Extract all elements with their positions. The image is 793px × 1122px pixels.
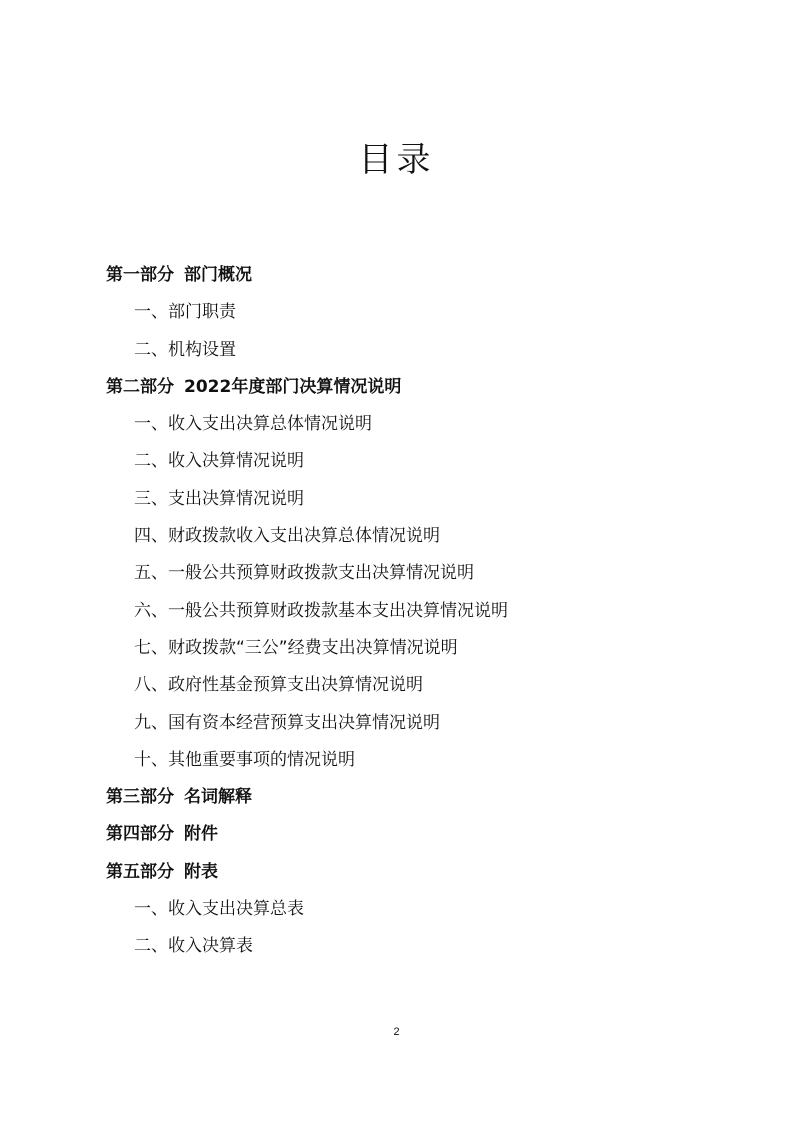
toc-item[interactable]: 七、财政拨款“三公”经费支出决算情况说明 [134,637,458,658]
toc-part-4[interactable] [0,816,793,853]
toc-item[interactable]: 八、政府性基金预算支出决算情况说明 [134,675,423,696]
page-number: 2 [393,1026,400,1038]
toc-item[interactable]: 二、机构设置 [134,339,236,360]
toc-item[interactable]: 二、收入决算表 [134,936,253,957]
toc-part-1[interactable] [0,257,793,294]
toc-item[interactable]: 一、部门职责 [134,302,236,323]
toc-part-number: 第四部分 [106,824,174,845]
toc-item[interactable]: 五、一般公共预算财政拨款支出决算情况说明 [134,563,474,584]
toc-part-3[interactable] [0,779,793,816]
toc-item[interactable]: 二、收入决算情况说明 [134,451,304,472]
toc-part-label: 附表 [184,861,218,882]
toc-part-label: 部门概况 [184,265,252,285]
toc-item[interactable]: 六、一般公共预算财政拨款基本支出决算情况说明 [134,600,508,621]
toc-item[interactable]: 一、收入支出决算总体情况说明 [134,414,372,435]
table-of-contents [0,257,793,966]
toc-part-number: 第五部分 [106,861,174,882]
toc-item[interactable]: 四、财政拨款收入支出决算总体情况说明 [134,526,440,547]
toc-part-number: 第三部分 [106,787,174,808]
toc-part-label: 2022年度部门决算情况说明 [184,376,402,397]
page-title: 目录 [358,140,435,180]
toc-item[interactable]: 一、收入支出决算总表 [134,899,304,920]
toc-part-2[interactable] [0,369,793,406]
toc-part-label: 名词解释 [184,787,252,808]
toc-part-number: 第二部分 [106,376,174,397]
toc-part-label: 附件 [184,824,218,845]
toc-part-5[interactable] [0,854,793,891]
toc-item[interactable]: 九、国有资本经营预算支出决算情况说明 [134,712,440,733]
toc-item[interactable]: 三、支出决算情况说明 [134,488,304,509]
toc-part-number: 第一部分 [106,265,174,285]
toc-item[interactable]: 十、其他重要事项的情况说明 [134,749,355,770]
